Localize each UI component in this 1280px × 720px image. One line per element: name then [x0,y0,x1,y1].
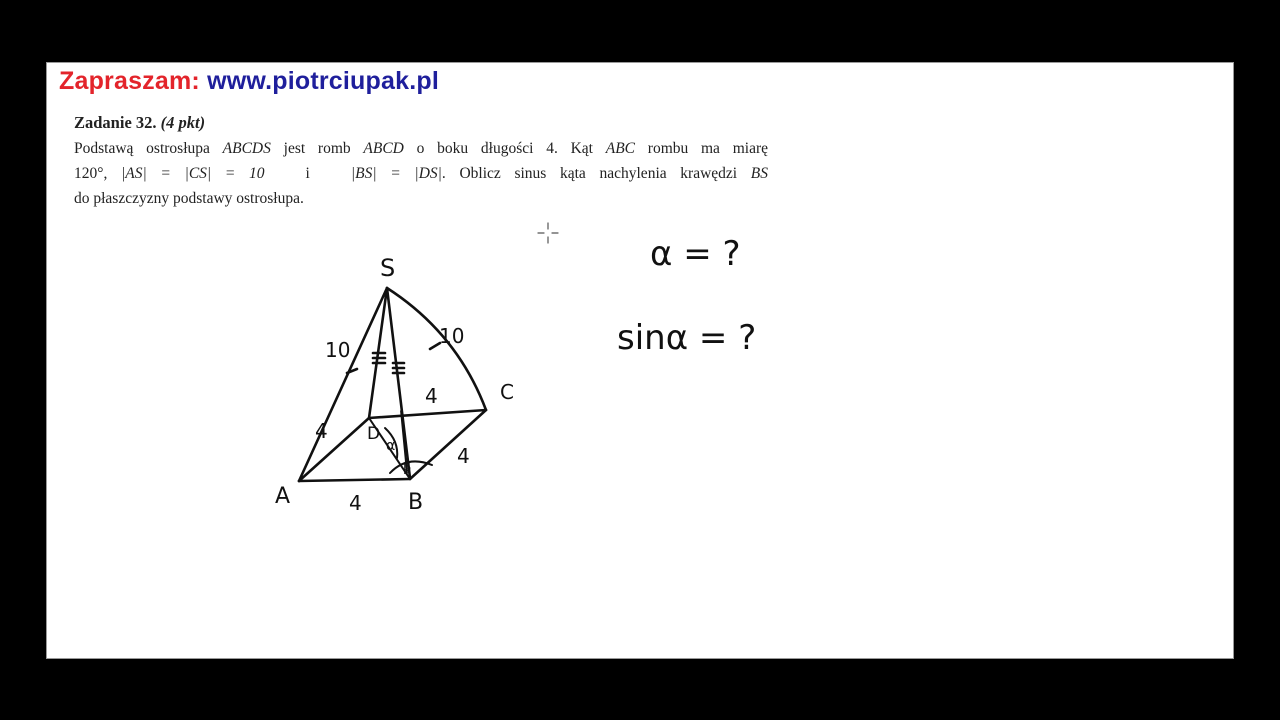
edge-ab [299,479,410,481]
task-line-3: do płaszczyzny podstawy ostrosłupa. [74,190,304,207]
crosshair-icon [538,223,558,243]
document-page [46,62,1234,659]
handwritten-sketch [47,63,1235,660]
vertex-label-b: B [408,490,424,515]
side-label-ab: 4 [349,491,362,515]
task-text: . Oblicz sinus kąta nachylenia krawędzi [441,165,751,182]
edge-label-as: 10 [325,338,351,362]
task-text: 120°, [74,165,122,182]
edge-dc [369,410,486,418]
task-equation-bs-ds: |BS| = |DS| [350,165,442,182]
task-var-abcd: ABCD [363,140,404,157]
edge-bc [410,410,486,479]
vertex-label-d: D [367,424,381,444]
vertex-label-a: A [275,484,291,509]
question-sin-alpha: sinα = ? [617,318,757,358]
side-label-dc: 4 [425,384,438,408]
question-alpha: α = ? [650,234,741,274]
angle-label-alpha: α [386,438,396,454]
task-text: rombu ma miarę [635,140,768,157]
banner-invite-text: Zapraszam: [59,67,200,95]
vertex-label-s: S [380,254,396,282]
side-label-ad: 4 [315,419,328,443]
task-var-abc: ABC [605,140,636,157]
task-equation-as-cs: |AS| = |CS| = 10 [121,165,265,182]
banner-website-link[interactable]: www.piotrciupak.pl [207,67,439,95]
edge-label-cs: 10 [439,324,465,348]
vertex-label-c: C [500,380,514,404]
task-text: Podstawą ostrosłupa [74,140,223,157]
task-text: jest romb [270,140,364,157]
task-text: i [264,165,351,182]
side-label-bc: 4 [457,444,470,468]
edge-ad [299,418,369,481]
task-number: Zadanie 32. [74,113,157,132]
task-var-abcds: ABCDS [222,140,271,157]
task-var-bs: BS [750,165,768,182]
angle-label-beta: β [403,460,412,475]
task-points: (4 pkt) [160,113,206,132]
task-text: o boku długości 4. Kąt [403,140,606,157]
